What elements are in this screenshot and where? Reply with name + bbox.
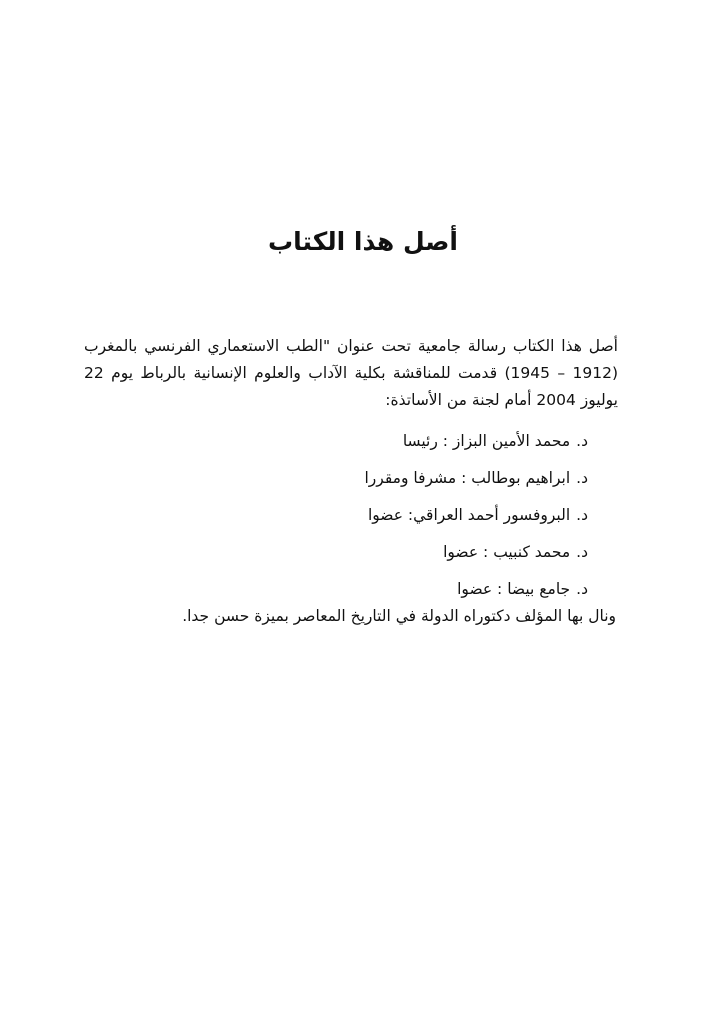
committee-member-text: البروفسور أحمد العراقي: عضوا <box>367 506 571 524</box>
title-prefix: د. <box>576 543 588 561</box>
title-prefix: د. <box>576 506 588 524</box>
committee-member <box>248 497 588 534</box>
page-title: أصل هذا الكتاب <box>267 227 458 256</box>
intro-paragraph: أصل هذا الكتاب رسالة جامعية تحت عنوان "الطب الاستعماري الفرنسي بالمغرب (1912 – 1945) قدمت للمناقشة بكلية الآداب والعلوم الإنسانية بالرباط يوم 22 يوليوز 2004 أمام لجنة من الأساتذة: <box>84 337 618 409</box>
title-prefix: د. <box>576 469 588 487</box>
title-prefix: د. <box>576 432 588 450</box>
committee-list <box>248 423 588 608</box>
title-prefix: د. <box>576 580 588 598</box>
committee-member-chair <box>248 423 588 460</box>
committee-member-text: ابراهيم بوطالب : مشرفا ومقررا <box>364 469 571 487</box>
committee-member-text: محمد كنبيب : عضوا <box>443 543 571 561</box>
committee-member-supervisor <box>248 460 588 497</box>
committee-member-text: جامع بيضا : عضوا <box>457 580 571 598</box>
closing-sentence: ونال بها المؤلف دكتوراه الدولة في التاريخ المعاصر بميزة حسن جدا. <box>182 607 616 625</box>
committee-member <box>248 534 588 571</box>
committee-member-text: محمد الأمين البزاز : رئيسا <box>402 432 571 450</box>
